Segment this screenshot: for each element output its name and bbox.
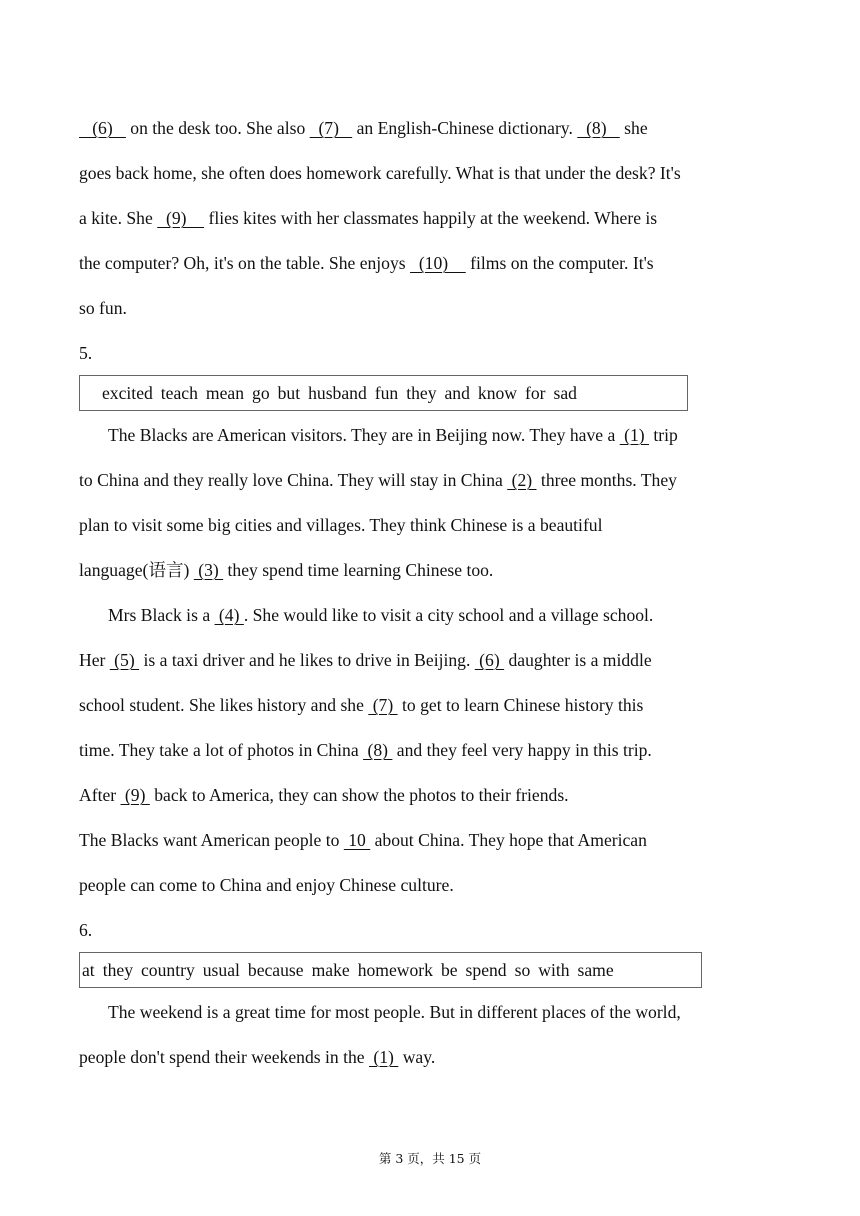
word-bank-item: homework xyxy=(357,960,433,980)
passage-text: on the desk too. She also xyxy=(125,118,310,138)
passage-text: three months. They xyxy=(536,470,677,490)
passage-text: time. They take a lot of photos in China xyxy=(79,740,364,760)
passage-line xyxy=(79,829,647,851)
word-bank-box xyxy=(79,375,688,411)
passage-line xyxy=(79,649,652,671)
passage-text: Her xyxy=(79,650,110,670)
passage-text: they spend time learning Chinese too. xyxy=(223,560,494,580)
passage-line xyxy=(79,207,657,229)
passage-text: plan to visit some big cities and villages. They think Chinese is a beautiful xyxy=(79,515,603,535)
answer-blank[interactable]: (1) xyxy=(619,425,650,445)
passage-text: people can come to China and enjoy Chinese culture. xyxy=(79,875,454,895)
word-bank-item: husband xyxy=(308,383,367,403)
passage-text: After xyxy=(79,785,121,805)
answer-blank[interactable]: (1) xyxy=(368,1047,399,1067)
passage-text: a kite. She xyxy=(79,208,158,228)
passage-text: flies kites with her classmates happily at the weekend. Where is xyxy=(204,208,658,228)
passage-line xyxy=(79,252,654,274)
passage-text: is a taxi driver and he likes to drive in Beijing. xyxy=(139,650,475,670)
passage-line xyxy=(108,424,678,446)
passage-line xyxy=(79,784,569,806)
word-bank-item: same xyxy=(577,960,614,980)
passage-line xyxy=(108,1001,681,1023)
passage-line xyxy=(79,297,127,319)
answer-blank[interactable]: (3) xyxy=(193,560,224,580)
passage-line xyxy=(108,604,653,626)
question-number: 5. xyxy=(79,343,93,363)
word-bank-item: and xyxy=(444,383,470,403)
answer-blank[interactable]: (5) xyxy=(109,650,140,670)
passage-text: to China and they really love China. They will stay in China xyxy=(79,470,508,490)
passage-text: the computer? Oh, it's on the table. She enjoys xyxy=(79,253,411,273)
word-bank-item: usual xyxy=(202,960,240,980)
word-bank-item: know xyxy=(477,383,518,403)
passage-line xyxy=(79,117,648,139)
word-bank-box xyxy=(79,952,702,988)
word-bank-item: but xyxy=(277,383,301,403)
passage-line xyxy=(79,162,681,184)
answer-blank[interactable]: (8) xyxy=(363,740,393,760)
passage-text: about China. They hope that American xyxy=(370,830,647,850)
answer-blank[interactable]: (9) xyxy=(120,785,150,805)
passage-line xyxy=(79,694,643,716)
word-bank-item: because xyxy=(247,960,304,980)
answer-blank[interactable]: (8) xyxy=(577,118,620,138)
word-bank-item: for xyxy=(525,383,546,403)
passage-line xyxy=(79,874,454,896)
passage-text: she xyxy=(619,118,648,138)
word-bank-item: at xyxy=(82,960,95,980)
passage-text: and they feel very happy in this trip. xyxy=(392,740,652,760)
passage-text: back to America, they can show the photos to their friends. xyxy=(149,785,569,805)
word-bank-item: country xyxy=(141,960,195,980)
passage-text: school student. She likes history and she xyxy=(79,695,369,715)
word-bank-item: go xyxy=(252,383,270,403)
passage-text: Mrs Black is a xyxy=(108,605,215,625)
word-bank-item: mean xyxy=(205,383,245,403)
answer-blank[interactable]: (7) xyxy=(309,118,353,138)
answer-blank[interactable]: (6) xyxy=(79,118,126,138)
passage-text: trip xyxy=(649,425,678,445)
answer-blank[interactable]: 10 xyxy=(343,830,371,850)
passage-text: goes back home, she often does homework carefully. What is that under the desk? It's xyxy=(79,163,681,183)
answer-blank[interactable]: (7) xyxy=(368,695,398,715)
answer-blank[interactable]: (4) xyxy=(214,605,244,625)
passage-line xyxy=(79,739,652,761)
passage-text: an English-Chinese dictionary. xyxy=(352,118,578,138)
passage-text: daughter is a middle xyxy=(504,650,652,670)
passage-line xyxy=(79,559,493,581)
passage-text: films on the computer. It's xyxy=(465,253,654,273)
passage-text: so fun. xyxy=(79,298,127,318)
word-bank-item: sad xyxy=(553,383,577,403)
word-bank-item: teach xyxy=(160,383,198,403)
passage-text: way. xyxy=(398,1047,436,1067)
page-footer: 第 3 页，共 15 页 xyxy=(378,1151,482,1166)
passage-text: The Blacks are American visitors. They are in Beijing now. They have a xyxy=(108,425,620,445)
passage-line xyxy=(79,1046,435,1068)
word-bank-item: fun xyxy=(374,383,399,403)
word-bank-item: they xyxy=(102,960,133,980)
answer-blank[interactable]: (10) xyxy=(410,253,466,273)
answer-blank[interactable]: (2) xyxy=(507,470,537,490)
passage-text: to get to learn Chinese history this xyxy=(397,695,644,715)
word-bank-item: excited xyxy=(102,383,153,403)
passage-line xyxy=(79,514,603,536)
word-bank-item: be xyxy=(440,960,458,980)
passage-text: The weekend is a great time for most people. But in different places of the world, xyxy=(108,1002,681,1022)
word-bank-item: spend xyxy=(465,960,507,980)
word-bank-item: so xyxy=(514,960,531,980)
passage-text: The Blacks want American people to xyxy=(79,830,344,850)
question-number: 6. xyxy=(79,920,93,940)
word-bank-item: they xyxy=(406,383,437,403)
word-bank-item: with xyxy=(538,960,570,980)
passage-text: people don't spend their weekends in the xyxy=(79,1047,369,1067)
word-bank-item: make xyxy=(311,960,350,980)
passage-line xyxy=(79,469,677,491)
passage-text: language(语言) xyxy=(79,560,194,580)
passage-text: . She would like to visit a city school and a village school. xyxy=(243,605,654,625)
answer-blank[interactable]: (9) xyxy=(157,208,205,228)
answer-blank[interactable]: (6) xyxy=(474,650,505,670)
